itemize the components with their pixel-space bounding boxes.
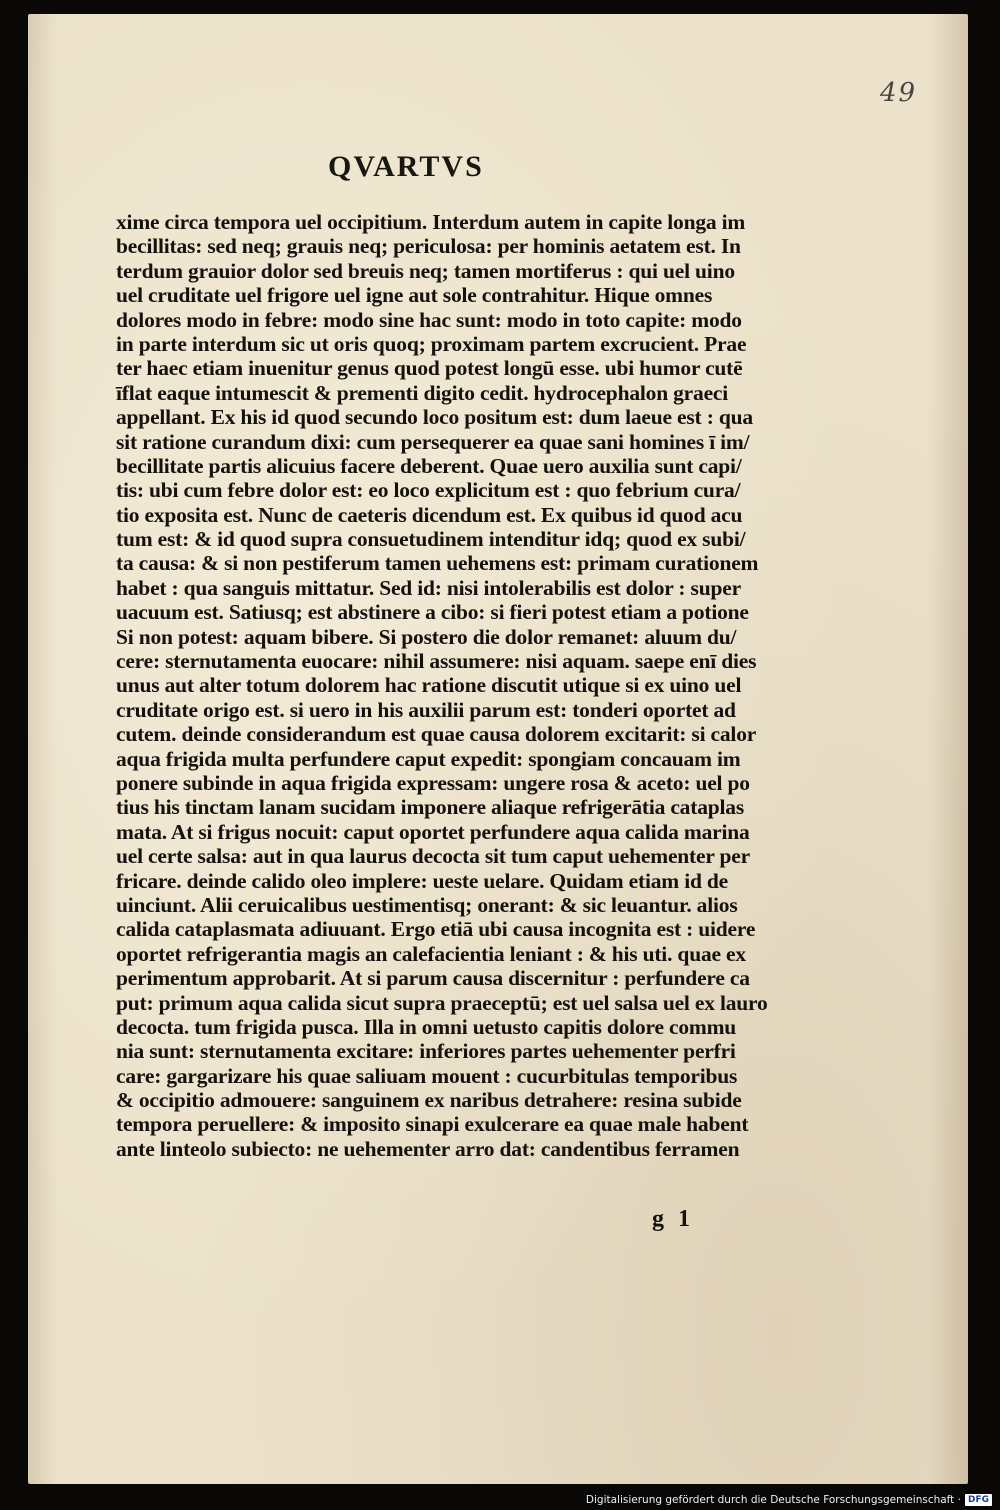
text-line: cutem. deinde considerandum est quae causa dolorem excitarit: si calor (116, 722, 757, 747)
text-line: uacuum est. Satiusq; est abstinere a cibo: si fieri potest etiam a potione (116, 600, 749, 625)
text-line: decocta. tum frigida pusca. Illa in omni uetusto capitis dolore commu (116, 1014, 737, 1039)
text-line: unus aut alter totum dolorem hac ratione discutit utique si ex uino uel (116, 673, 742, 698)
text-line: uel cruditate uel frigore uel igne aut sole contrahitur. Hique omnes (116, 283, 713, 308)
running-head: QVARTVS (328, 150, 484, 183)
text-line: in parte interdum sic ut oris quoq; proximam partem excrucient. Prae (116, 331, 747, 356)
text-line: nia sunt: sternutamenta excitare: inferiores partes uehementer perfri (116, 1039, 736, 1064)
signature-mark: g 1 (652, 1206, 694, 1232)
text-line: becillitas: sed neq; grauis neq; periculosa: per hominis aetatem est. In (116, 234, 741, 259)
text-line: put: primum aqua calida sicut supra praeceptū; est uel salsa uel ex lauro (116, 990, 768, 1015)
text-line: tum est: & id quod supra consuetudinem intenditur idq; quod ex subi/ (116, 527, 746, 552)
text-line: fricare. deinde calido oleo implere: ueste uelare. Quidam etiam id de (116, 868, 728, 893)
text-line: appellant. Ex his id quod secundo loco positum est: dum laeue est : qua (116, 405, 753, 430)
book-page (28, 14, 968, 1484)
body-text (116, 210, 768, 1161)
text-line: xime circa tempora uel occipitium. Interdum autem in capite longa im (116, 210, 746, 234)
text-line: uel certe salsa: aut in qua laurus decocta sit tum caput uehementer per (116, 844, 750, 869)
text-line: perimentum approbarit. At si parum causa discernitur : perfundere ca (116, 966, 750, 991)
text-line: ta causa: & si non pestiferum tamen uehemens est: primam curationem (116, 551, 759, 576)
text-line: tius his tinctam lanam sucidam imponere aliaque refrigerātia cataplas (116, 795, 744, 820)
text-line: becillitate partis alicuius facere deberent. Quae uero auxilia sunt capi/ (116, 453, 742, 478)
text-line: care: gargarizare his quae saliuam mouent : cucurbitulas temporibus (116, 1063, 738, 1088)
text-line: sit ratione curandum dixi: cum persequerer ea quae sani homines ī im/ (116, 429, 750, 454)
text-line: mata. At si frigus nocuit: caput oportet perfundere aqua calida marina (116, 819, 750, 844)
text-line: cere: sternutamenta euocare: nihil assumere: nisi aquam. saepe enī dies (116, 649, 757, 674)
footer-credit (586, 1494, 992, 1506)
text-line: tis: ubi cum febre dolor est: eo loco explicitum est : quo febrium cura/ (116, 478, 741, 503)
text-line: dolores modo in febre: modo sine hac sunt: modo in toto capite: modo (116, 307, 742, 332)
text-line: calida cataplasmata adiuuant. Ergo etiā ubi causa incognita est : uidere (116, 917, 756, 942)
text-line: oportet refrigerantia magis an calefacientia leniant : & his uti. quae ex (116, 941, 746, 966)
folio-number: 49 (880, 78, 918, 108)
text-line: habet : qua sanguis mittatur. Sed id: nisi intolerabilis est dolor : super (116, 575, 741, 600)
text-line: īflat eaque intumescit & prementi digito cedit. hydrocephalon graeci (116, 380, 729, 405)
text-line: uinciunt. Alii ceruicalibus uestimentisq; onerant: & sic leuantur. alios (116, 892, 738, 917)
text-line: aqua frigida multa perfundere caput expedit: spongiam concauam im (116, 746, 741, 771)
text-line: ante linteolo subiecto: ne uehementer arro dat: candentibus ferramen (116, 1136, 740, 1161)
dfg-logo: DFG (965, 1494, 992, 1506)
text-line: Si non potest: aquam bibere. Si postero die dolor remanet: aluum du/ (116, 624, 737, 649)
footer-credit-text: Digitalisierung gefördert durch die Deutsche Forschungsgemeinschaft · (585, 1494, 961, 1506)
text-line: tio exposita est. Nunc de caeteris dicendum est. Ex quibus id quod acu (116, 502, 743, 527)
text-line: & occipitio admouere: sanguinem ex naribus detrahere: resina subide (116, 1088, 742, 1113)
text-line: terdum grauior dolor sed breuis neq; tamen mortiferus : qui uel uino (116, 258, 735, 283)
text-line: cruditate origo est. si uero in his auxilii parum est: tonderi oportet ad (116, 697, 736, 722)
text-line: tempora peruellere: & imposito sinapi exulcerare ea quae male habent (116, 1112, 749, 1137)
text-line: ponere subinde in aqua frigida expressam: ungere rosa & aceto: uel po (116, 770, 750, 795)
text-line: ter haec etiam inuenitur genus quod potest longū esse. ubi humor cutē (116, 356, 743, 381)
